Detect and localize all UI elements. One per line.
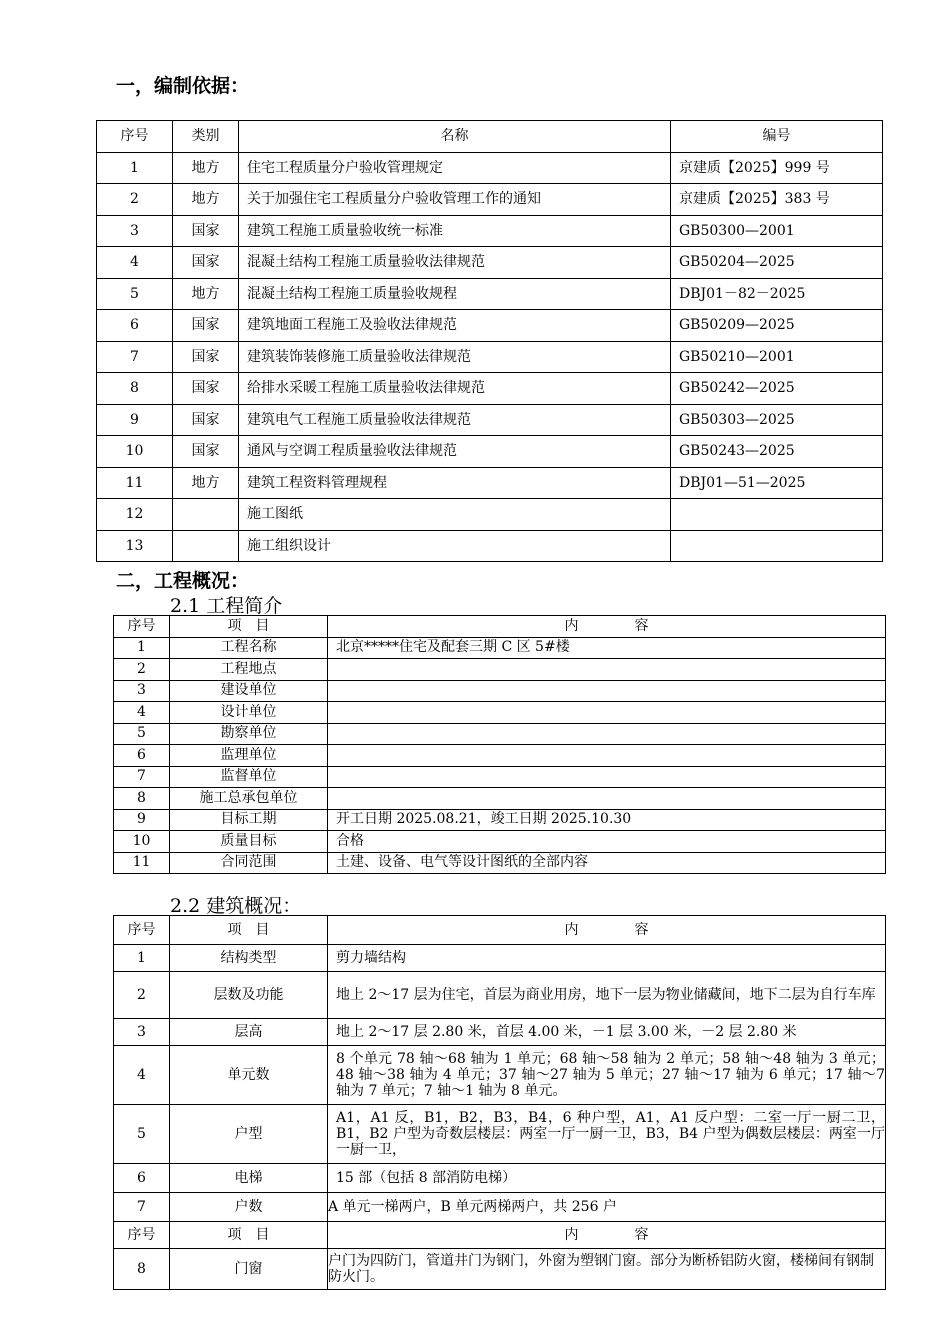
row-number: 2: [97, 184, 173, 216]
table-row: [114, 702, 886, 724]
item-cell: 工程地点: [170, 659, 328, 681]
name-cell: 住宅工程质量分户验收管理规定: [239, 152, 671, 184]
row-number: 3: [97, 215, 173, 247]
table-row: [97, 530, 883, 562]
category-cell: 国家: [173, 310, 239, 342]
code-cell: DBJ01—51—2025: [671, 467, 883, 499]
category-cell: 国家: [173, 341, 239, 373]
name-cell: 给排水采暖工程施工质量验收法律规范: [239, 373, 671, 405]
content-cell: [328, 745, 886, 767]
row-number: 9: [114, 809, 170, 831]
content-cell: [328, 723, 886, 745]
content-cell: 地上 2～17 层为住宅，首层为商业用房，地下一层为物业储藏间，地下二层为自行车库: [328, 972, 886, 1019]
code-cell: GB50204—2025: [671, 247, 883, 279]
content-cell: 北京*****住宅及配套三期 C 区 5#楼: [328, 637, 886, 659]
content-cell: [328, 788, 886, 810]
row-number: 4: [114, 1046, 170, 1105]
table-row: [114, 1046, 886, 1105]
item-cell: 单元数: [170, 1046, 328, 1105]
item-cell: 户数: [170, 1193, 328, 1222]
content-cell: 15 部（包括 8 部消防电梯）: [328, 1164, 886, 1193]
category-cell: 国家: [173, 215, 239, 247]
section1-title: 一，编制依据：: [116, 75, 250, 97]
header-cell: 序号: [114, 916, 170, 945]
row-number: 6: [114, 745, 170, 767]
content-cell: 8 个单元 78 轴～68 轴为 1 单元；68 轴～58 轴为 2 单元；58 轴～48 轴为 3 单元；48 轴～38 轴为 4 单元；37 轴～27 轴为 5 单元；27 轴～17 轴为 6 单元；17 轴～7 轴为 7 单元；7 轴～1 轴为 8 单元。: [328, 1046, 886, 1105]
header-cell: 序号: [114, 1222, 170, 1249]
code-cell: DBJ01－82－2025: [671, 278, 883, 310]
row-number: 5: [114, 723, 170, 745]
table-row: [114, 680, 886, 702]
table-header-row: [114, 916, 886, 945]
table-row: [114, 852, 886, 874]
row-number: 4: [97, 247, 173, 279]
header-cell: 编号: [671, 121, 883, 153]
code-cell: GB50209—2025: [671, 310, 883, 342]
table-row: [114, 659, 886, 681]
category-cell: 地方: [173, 184, 239, 216]
table-row: [114, 723, 886, 745]
table-row: [114, 809, 886, 831]
category-cell: 国家: [173, 247, 239, 279]
content-cell: A 单元一梯两户，B 单元两梯两户，共 256 户: [328, 1193, 886, 1222]
row-number: 5: [114, 1105, 170, 1164]
name-cell: 建筑电气工程施工质量验收法律规范: [239, 404, 671, 436]
row-number: 7: [114, 766, 170, 788]
code-cell: [671, 530, 883, 562]
row-number: 11: [97, 467, 173, 499]
content-cell: 户门为四防门，管道井门为钢门，外窗为塑钢门窗。部分为断桥铝防火窗，楼梯间有钢制防火门。: [328, 1249, 886, 1290]
table-row: [97, 341, 883, 373]
table-row: [114, 745, 886, 767]
row-number: 5: [97, 278, 173, 310]
table-row: [114, 1019, 886, 1046]
table-row: [114, 766, 886, 788]
item-cell: 门窗: [170, 1249, 328, 1290]
category-cell: 地方: [173, 467, 239, 499]
code-cell: GB50303—2025: [671, 404, 883, 436]
table-row: [114, 788, 886, 810]
row-number: 12: [97, 499, 173, 531]
intro-title: 2.1 工程简介: [170, 595, 283, 617]
row-number: 6: [114, 1164, 170, 1193]
content-cell: 地上 2～17 层 2.80 米，首层 4.00 米，－1 层 3.00 米，－2 层 2.80 米: [328, 1019, 886, 1046]
name-cell: 施工图纸: [239, 499, 671, 531]
code-cell: 京建质【2025】999 号: [671, 152, 883, 184]
header-cell: 名称: [239, 121, 671, 153]
section2-title: 二，工程概况：: [116, 570, 250, 592]
name-cell: 施工组织设计: [239, 530, 671, 562]
row-number: 7: [97, 341, 173, 373]
table-row: [97, 152, 883, 184]
item-cell: 电梯: [170, 1164, 328, 1193]
row-number: 1: [114, 945, 170, 972]
row-number: 8: [97, 373, 173, 405]
row-number: 11: [114, 852, 170, 874]
table-row: [114, 637, 886, 659]
table-row: [114, 831, 886, 853]
category-cell: [173, 530, 239, 562]
header-cell: 项 目: [170, 616, 328, 638]
category-cell: 国家: [173, 373, 239, 405]
code-cell: GB50210—2001: [671, 341, 883, 373]
header-cell: 序号: [114, 616, 170, 638]
table-row: [97, 436, 883, 468]
content-cell: [328, 702, 886, 724]
table-row: [114, 972, 886, 1019]
name-cell: 混凝土结构工程施工质量验收规程: [239, 278, 671, 310]
table-row: [114, 945, 886, 972]
row-number: 9: [97, 404, 173, 436]
building-overview-table: [113, 915, 886, 1290]
name-cell: 混凝土结构工程施工质量验收法律规范: [239, 247, 671, 279]
item-cell: 建设单位: [170, 680, 328, 702]
header-cell: 内 容: [328, 616, 886, 638]
header-cell: 项 目: [170, 916, 328, 945]
content-cell: 土建、设备、电气等设计图纸的全部内容: [328, 852, 886, 874]
item-cell: 目标工期: [170, 809, 328, 831]
item-cell: 工程名称: [170, 637, 328, 659]
row-number: 8: [114, 788, 170, 810]
item-cell: 质量目标: [170, 831, 328, 853]
name-cell: 通风与空调工程质量验收法律规范: [239, 436, 671, 468]
header-cell: 类别: [173, 121, 239, 153]
name-cell: 建筑地面工程施工及验收法律规范: [239, 310, 671, 342]
header-cell: 序号: [97, 121, 173, 153]
content-cell: [328, 680, 886, 702]
item-cell: 结构类型: [170, 945, 328, 972]
header-cell: 内 容: [328, 916, 886, 945]
code-cell: [671, 499, 883, 531]
table-header-row: [97, 121, 883, 153]
content-cell: [328, 766, 886, 788]
table-row: [97, 499, 883, 531]
row-number: 2: [114, 972, 170, 1019]
item-cell: 监督单位: [170, 766, 328, 788]
row-number: 2: [114, 659, 170, 681]
content-cell: 开工日期 2025.08.21，竣工日期 2025.10.30: [328, 809, 886, 831]
row-number: 10: [114, 831, 170, 853]
table-row: [97, 373, 883, 405]
row-number: 6: [97, 310, 173, 342]
name-cell: 关于加强住宅工程质量分户验收管理工作的通知: [239, 184, 671, 216]
category-cell: 地方: [173, 278, 239, 310]
name-cell: 建筑工程资料管理规程: [239, 467, 671, 499]
content-cell: 合格: [328, 831, 886, 853]
row-number: 1: [114, 637, 170, 659]
code-cell: 京建质【2025】383 号: [671, 184, 883, 216]
item-cell: 设计单位: [170, 702, 328, 724]
table-row: [114, 1193, 886, 1222]
item-cell: 层高: [170, 1019, 328, 1046]
row-number: 4: [114, 702, 170, 724]
table-row: [97, 278, 883, 310]
content-cell: [328, 659, 886, 681]
building-title: 2.2 建筑概况：: [170, 895, 302, 917]
row-number: 1: [97, 152, 173, 184]
table-row: [114, 1249, 886, 1290]
header-cell: 项 目: [170, 1222, 328, 1249]
category-cell: [173, 499, 239, 531]
table-row: [97, 310, 883, 342]
code-cell: GB50300—2001: [671, 215, 883, 247]
name-cell: 建筑装饰装修施工质量验收法律规范: [239, 341, 671, 373]
code-cell: GB50243—2025: [671, 436, 883, 468]
row-number: 13: [97, 530, 173, 562]
row-number: 10: [97, 436, 173, 468]
table-header-row: [114, 616, 886, 638]
name-cell: 建筑工程施工质量验收统一标准: [239, 215, 671, 247]
table-row: [114, 1164, 886, 1193]
header-cell: 内 容: [328, 1222, 886, 1249]
table-row: [97, 184, 883, 216]
table-row: [97, 467, 883, 499]
code-cell: GB50242—2025: [671, 373, 883, 405]
table-header-row-repeat: [114, 1222, 886, 1249]
table-row: [97, 404, 883, 436]
row-number: 3: [114, 1019, 170, 1046]
table-row: [97, 247, 883, 279]
item-cell: 合同范围: [170, 852, 328, 874]
content-cell: 剪力墙结构: [328, 945, 886, 972]
basis-table: [96, 120, 883, 562]
content-cell: A1，A1 反，B1，B2，B3，B4，6 种户型，A1，A1 反户型：二室一厅一厨二卫，B1，B2 户型为奇数层楼层：两室一厅一厨一卫，B3，B4 户型为偶数层楼层：两室一厅一厨一卫，: [328, 1105, 886, 1164]
table-row: [114, 1105, 886, 1164]
table-row: [97, 215, 883, 247]
item-cell: 勘察单位: [170, 723, 328, 745]
item-cell: 户型: [170, 1105, 328, 1164]
row-number: 8: [114, 1249, 170, 1290]
row-number: 7: [114, 1193, 170, 1222]
category-cell: 国家: [173, 436, 239, 468]
item-cell: 监理单位: [170, 745, 328, 767]
project-intro-table: [113, 615, 886, 874]
category-cell: 国家: [173, 404, 239, 436]
category-cell: 地方: [173, 152, 239, 184]
item-cell: 层数及功能: [170, 972, 328, 1019]
row-number: 3: [114, 680, 170, 702]
item-cell: 施工总承包单位: [170, 788, 328, 810]
